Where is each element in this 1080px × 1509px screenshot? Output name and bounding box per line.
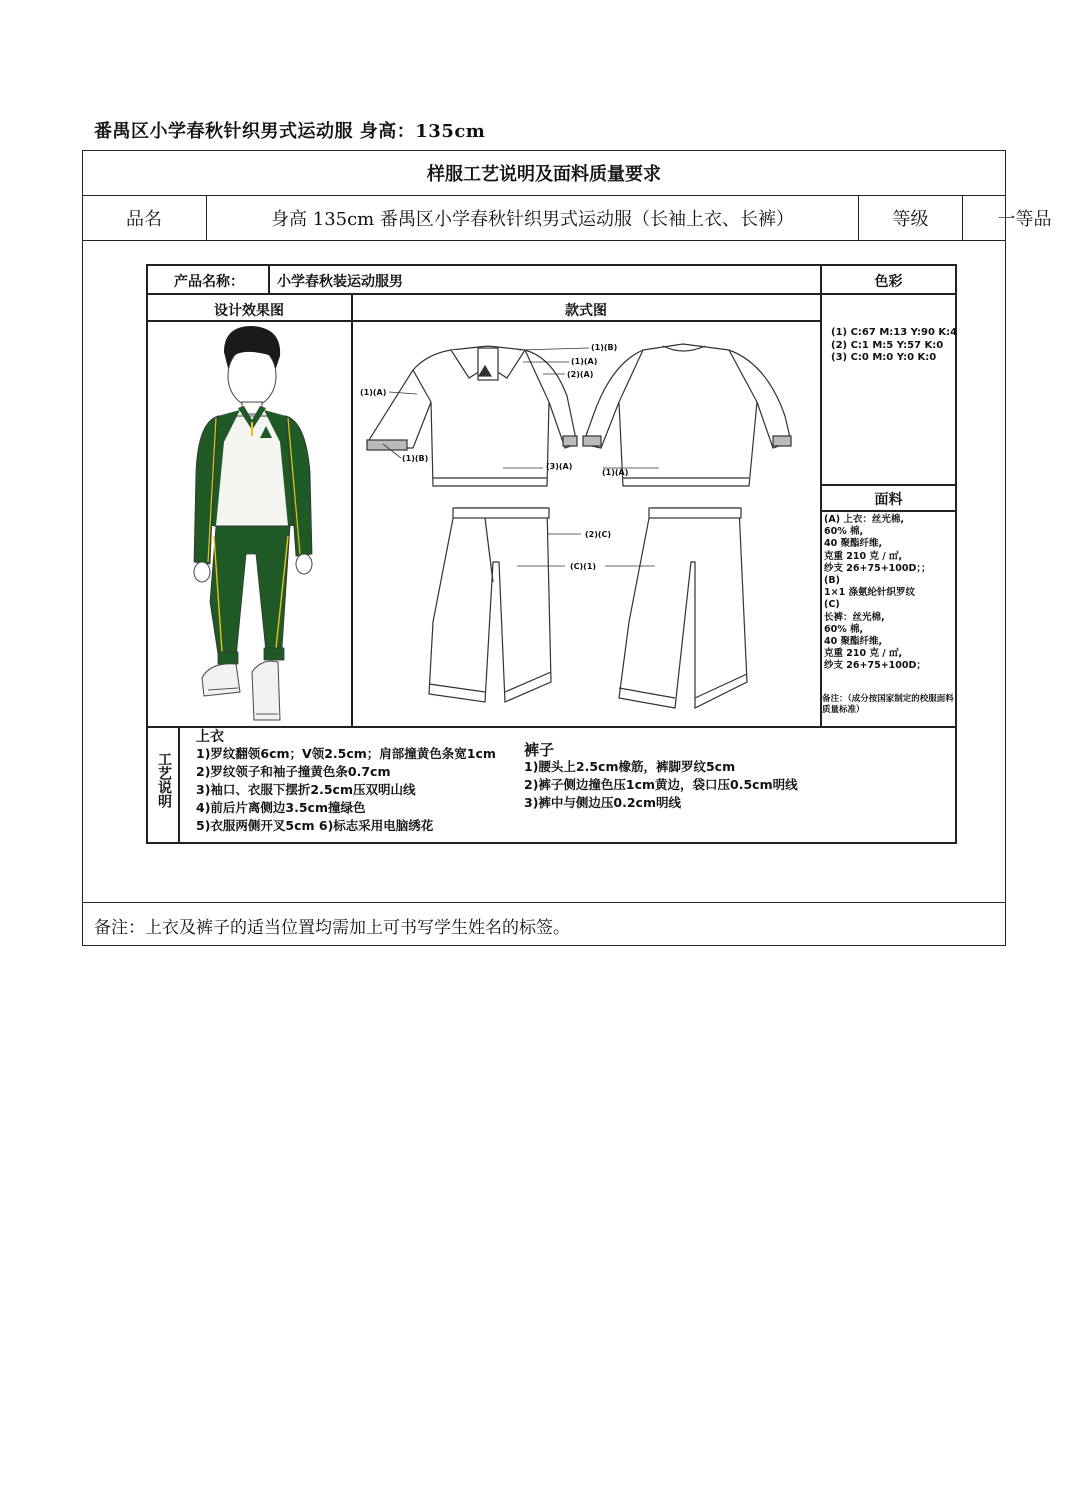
product-label: 产品名称： [174,274,244,290]
document-title: 番禺区小学春秋针织男式运动服 身高：135cm [94,121,486,142]
product-label-row [146,264,820,295]
top-title: 上衣 [196,729,224,745]
callout-collar: (1)(B) [591,343,618,352]
callout-sleeve: (1)(A) [360,388,387,397]
fabric-list: (A) 上衣：丝光棉, 60% 棉, 40 聚酯纤维, 克重 210 克 / ㎡, 纱支 26+75+100D；； (B) 1×1 涤氨纶针织罗纹 (C) 长裤：丝光棉, 60% 棉, 40 聚酯纤维, 克重 210 克 / ㎡, 纱支 26+75+100D； [824,514,931,672]
pants-title: 裤子 [524,741,555,759]
pants-process-list: 1)腰头上2.5cm橡筋，裤脚罗纹5cm 2)裤子侧边撞色压1cm黄边，袋口压0.5cm明线 3)裤中与侧边压0.2cm明线 [524,759,798,810]
design-label: 设计效果图 [214,303,284,319]
remark-text: 备注：上衣及裤子的适当位置均需加上可书写学生姓名的标签。 [94,918,570,938]
grade-label: 等级 [858,196,962,240]
style-label: 款式图 [565,303,607,319]
color-list: (1) C:67 M:13 Y:90 K:4 (2) C:1 M:5 Y:57 K:0 (3) C:0 M:0 Y:0 K:0 [831,327,958,363]
product-name-value: 身高 135cm 番禺区小学春秋针织男式运动服（长袖上衣、长裤） [206,196,858,240]
product-value: 小学春秋装运动服男 [277,274,403,290]
process-label: 工艺说明 [156,752,172,808]
product-row [82,196,1052,241]
fabric-note: 备注：（成分按国家制定的校服面料质量标准） [822,694,954,715]
grade-value: 一等品 [962,196,1080,240]
boy-illustration [180,322,350,726]
callout-side-panel: (3)(A) [546,462,573,471]
table-heading: 样服工艺说明及面料质量要求 [427,163,661,185]
callout-cuff: (1)(B) [402,454,429,463]
fabric-label: 面料 [874,492,903,508]
callout-placket: (1)(A) [571,357,598,366]
top-process-list: 1)罗纹翻领6cm；V领2.5cm；肩部撞黄色条宽1cm 2)罗纹领子和袖子撞黄色条0.7cm 3)袖口、衣服下摆折2.5cm压双明山线 4)前后片离侧边3.5cm撞绿色 5)衣服两侧开叉5cm 6)标志采用电脑绣花 [196,746,496,833]
callout-back: (1)(A) [602,468,629,477]
style-flat-drawing [353,322,819,726]
product-name-label: 品名 [126,209,162,230]
remark-row [82,902,1006,946]
color-label: 色彩 [874,274,903,290]
table-heading-row [82,150,1006,196]
callout-waist: (2)(C) [585,530,612,539]
callout-pants: (C)(1) [570,562,597,571]
callout-shoulder: (2)(A) [567,370,594,379]
drawing-header-row [146,295,820,322]
